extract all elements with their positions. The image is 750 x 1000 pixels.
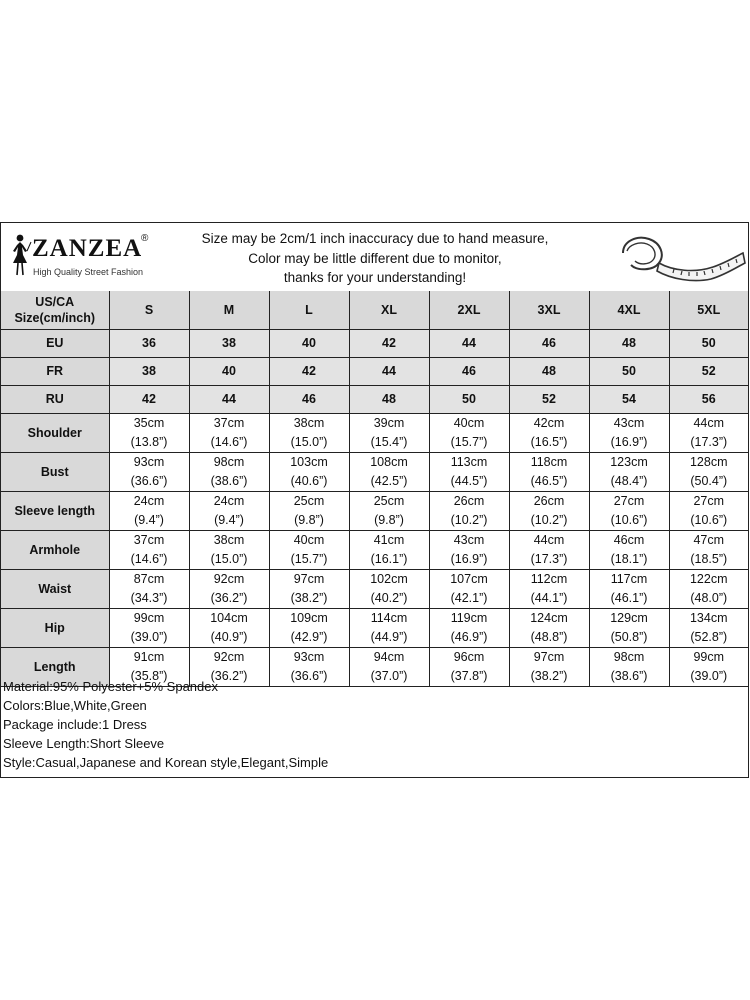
measurement-cell [189, 491, 269, 530]
measurement-cm: 128cm [689, 454, 728, 469]
measurement-cell [429, 569, 509, 608]
measurement-cell [589, 647, 669, 686]
measurement-cell [189, 452, 269, 491]
corner-label [1, 291, 109, 329]
measurement-inch: (16.5”) [530, 434, 568, 449]
measurement-cell [349, 608, 429, 647]
measurement-cell [109, 491, 189, 530]
measurement-cm: 42cm [533, 415, 565, 430]
measurement-cm: 99cm [133, 610, 165, 625]
measurement-cell [509, 491, 589, 530]
measurement-cm: 39cm [373, 415, 405, 430]
measurement-inch: (44.5”) [450, 473, 488, 488]
measurement-cell [509, 530, 589, 569]
measurement-cm: 96cm [453, 649, 485, 664]
conversion-value: 50 [669, 329, 748, 357]
measurement-cm: 119cm [450, 610, 488, 625]
measurement-cell [189, 530, 269, 569]
measurement-cm: 26cm [453, 493, 485, 508]
measurement-cm: 24cm [133, 493, 165, 508]
measurement-cm: 47cm [693, 532, 725, 547]
conversion-value: 46 [509, 329, 589, 357]
measurement-cell [189, 413, 269, 452]
measurement-cell [589, 608, 669, 647]
conversion-value: 38 [189, 329, 269, 357]
measurement-cm: 41cm [373, 532, 405, 547]
measurement-inch: (48.8”) [530, 629, 568, 644]
conversion-row [1, 385, 748, 413]
notice-line: Color may be little different due to monitor, [248, 250, 502, 266]
row-label: Waist [1, 569, 109, 608]
measurement-cell [109, 569, 189, 608]
measurement-inch: (9.8”) [294, 512, 324, 527]
spec-material: Material:95% Polyester+5% Spandex [3, 679, 218, 694]
measurement-cm: 114cm [370, 610, 408, 625]
conversion-value: 40 [189, 357, 269, 385]
row-label: RU [1, 385, 109, 413]
measurement-inch: (17.3”) [690, 434, 728, 449]
measurement-inch: (48.4”) [610, 473, 648, 488]
conversion-value: 42 [269, 357, 349, 385]
measurement-cell [669, 569, 748, 608]
conversion-value: 50 [589, 357, 669, 385]
measurement-inch: (48.0”) [690, 590, 728, 605]
measurement-inch: (15.4”) [370, 434, 408, 449]
conversion-value: 36 [109, 329, 189, 357]
measurement-cm: 38cm [293, 415, 325, 430]
measurement-inch: (9.8”) [374, 512, 404, 527]
measurement-cell [189, 569, 269, 608]
measurement-inch: (50.8”) [610, 629, 648, 644]
size-header-1: M [189, 291, 269, 329]
measurement-cm: 123cm [610, 454, 648, 469]
measurement-cm: 113cm [450, 454, 488, 469]
measurement-row [1, 452, 748, 491]
measurement-cm: 98cm [613, 649, 645, 664]
measurement-cm: 43cm [453, 532, 485, 547]
measurement-inch: (42.5”) [370, 473, 408, 488]
measurement-row [1, 413, 748, 452]
measurement-cell [109, 452, 189, 491]
measurement-inch: (52.8”) [690, 629, 728, 644]
measurement-cm: 91cm [133, 649, 165, 664]
measurement-inch: (13.8”) [130, 434, 168, 449]
measurement-inch: (36.6”) [130, 473, 168, 488]
measurement-inch: (38.2”) [530, 668, 568, 683]
measurement-cell [589, 530, 669, 569]
conversion-row [1, 329, 748, 357]
measurement-inch: (10.2”) [530, 512, 568, 527]
measurement-row [1, 491, 748, 530]
measurement-inch: (16.1”) [370, 551, 408, 566]
row-label: Armhole [1, 530, 109, 569]
measurement-cell [109, 608, 189, 647]
conversion-value: 46 [429, 357, 509, 385]
measurement-cell [189, 608, 269, 647]
measurement-inch: (9.4”) [214, 512, 244, 527]
measurement-cell [349, 413, 429, 452]
measurement-inch: (39.0”) [130, 629, 168, 644]
size-header-5: 3XL [509, 291, 589, 329]
conversion-value: 48 [349, 385, 429, 413]
measurement-cm: 103cm [290, 454, 328, 469]
measurement-inch: (42.1”) [450, 590, 488, 605]
size-header-row [1, 291, 748, 329]
conversion-value: 44 [429, 329, 509, 357]
measurement-cell [509, 647, 589, 686]
measurement-cell [109, 413, 189, 452]
brand-tagline: High Quality Street Fashion [33, 267, 144, 277]
conversion-value: 48 [589, 329, 669, 357]
size-header-0: S [109, 291, 189, 329]
measurement-inch: (36.6”) [290, 668, 328, 683]
measurement-cell [669, 530, 748, 569]
measurement-cm: 122cm [689, 571, 728, 586]
measurement-cell [349, 569, 429, 608]
measurement-inch: (46.5”) [530, 473, 568, 488]
measurement-inch: (46.1”) [610, 590, 648, 605]
measurement-cell [509, 569, 589, 608]
conversion-row [1, 357, 748, 385]
measurement-cell [269, 413, 349, 452]
measurement-row [1, 530, 748, 569]
product-specs [3, 677, 328, 772]
conversion-value: 40 [269, 329, 349, 357]
spec-colors: Colors:Blue,White,Green [3, 698, 147, 713]
measurement-cell [669, 413, 748, 452]
conversion-value: 46 [269, 385, 349, 413]
measurement-cell [669, 491, 748, 530]
measurement-cm: 94cm [373, 649, 405, 664]
measurement-cm: 99cm [693, 649, 725, 664]
measurement-inch: (39.0”) [690, 668, 728, 683]
spec-sleeve-length: Sleeve Length:Short Sleeve [3, 736, 165, 751]
measurement-inch: (15.0”) [210, 551, 248, 566]
size-chart-header [1, 223, 748, 292]
measurement-inch: (44.9”) [370, 629, 408, 644]
measurement-notice [196, 229, 554, 288]
notice-line: Size may be 2cm/1 inch inaccuracy due to hand measure, [201, 231, 549, 246]
measurement-inch: (18.5”) [690, 551, 728, 566]
conversion-value: 38 [109, 357, 189, 385]
measurement-cm: 25cm [373, 493, 405, 508]
measurement-inch: (46.9”) [450, 629, 488, 644]
row-label: EU [1, 329, 109, 357]
size-header-7: 5XL [669, 291, 748, 329]
measurement-cell [269, 608, 349, 647]
measurement-inch: (38.6”) [610, 668, 648, 683]
measurement-row [1, 569, 748, 608]
measurement-inch: (40.6”) [290, 473, 328, 488]
measurement-inch: (40.2”) [370, 590, 408, 605]
corner-label-line: Size(cm/inch) [14, 310, 96, 325]
measurement-inch: (37.0”) [370, 668, 408, 683]
registered-mark: ® [141, 233, 149, 244]
measurement-cm: 35cm [133, 415, 165, 430]
measurement-cm: 118cm [530, 454, 568, 469]
measurement-cm: 43cm [613, 415, 645, 430]
measurement-inch: (42.9”) [290, 629, 328, 644]
measurement-cell [269, 569, 349, 608]
measurement-cell [429, 413, 509, 452]
measurement-cell [669, 647, 748, 686]
measurement-inch: (36.2”) [210, 590, 248, 605]
measurement-cm: 27cm [613, 493, 645, 508]
measurement-cm: 98cm [213, 454, 245, 469]
measurement-inch: (10.6”) [610, 512, 648, 527]
measurement-inch: (10.2”) [450, 512, 488, 527]
spec-package: Package include:1 Dress [3, 717, 147, 732]
measurement-cm: 25cm [293, 493, 325, 508]
measurement-inch: (10.6”) [690, 512, 728, 527]
measurement-cell [589, 452, 669, 491]
measurement-inch: (16.9”) [610, 434, 648, 449]
measurement-inch: (37.8”) [450, 668, 488, 683]
measurement-cm: 107cm [450, 571, 488, 586]
measurement-cm: 40cm [453, 415, 485, 430]
measurement-inch: (38.6”) [210, 473, 248, 488]
measurement-row [1, 608, 748, 647]
measurement-cell [669, 452, 748, 491]
notice-line: thanks for your understanding! [283, 270, 467, 285]
measurement-cell [349, 647, 429, 686]
conversion-value: 52 [509, 385, 589, 413]
measurement-inch: (15.7”) [290, 551, 328, 566]
measurement-inch: (36.2”) [210, 668, 248, 683]
measurement-cell [669, 608, 748, 647]
size-header-2: L [269, 291, 349, 329]
measurement-inch: (16.9”) [450, 551, 488, 566]
measurement-cell [429, 530, 509, 569]
size-header-3: XL [349, 291, 429, 329]
conversion-value: 42 [349, 329, 429, 357]
measurement-cell [429, 608, 509, 647]
conversion-value: 54 [589, 385, 669, 413]
measurement-cm: 46cm [613, 532, 645, 547]
row-label: Shoulder [1, 413, 109, 452]
measurement-cm: 37cm [133, 532, 165, 547]
measurement-cell [349, 530, 429, 569]
measuring-tape-icon [613, 227, 747, 287]
measurement-inch: (15.0”) [290, 434, 328, 449]
measurement-cm: 134cm [689, 610, 728, 625]
conversion-value: 56 [669, 385, 748, 413]
measurement-cm: 124cm [530, 610, 568, 625]
measurement-inch: (44.1”) [530, 590, 568, 605]
spec-style: Style:Casual,Japanese and Korean style,Elegant,Simple [3, 755, 329, 770]
measurement-cm: 27cm [693, 493, 725, 508]
size-table [1, 291, 748, 687]
measurement-cm: 24cm [213, 493, 245, 508]
measurement-cm: 112cm [530, 571, 568, 586]
measurement-cm: 104cm [210, 610, 248, 625]
measurement-cm: 97cm [293, 571, 325, 586]
corner-label-line: US/CA [35, 294, 75, 309]
measurement-cm: 87cm [133, 571, 165, 586]
row-label: FR [1, 357, 109, 385]
measurement-cm: 92cm [213, 649, 245, 664]
measurement-cell [509, 608, 589, 647]
row-label: Length [1, 647, 109, 686]
row-label: Hip [1, 608, 109, 647]
row-label: Bust [1, 452, 109, 491]
measurement-inch: (18.1”) [610, 551, 648, 566]
measurement-inch: (17.3”) [530, 551, 568, 566]
measurement-cm: 117cm [610, 571, 648, 586]
brand-name: ZANZEA [32, 235, 143, 262]
conversion-value: 44 [189, 385, 269, 413]
measurement-cell [429, 491, 509, 530]
measurement-cm: 38cm [213, 532, 245, 547]
measurement-cell [589, 491, 669, 530]
measurement-inch: (14.6”) [210, 434, 248, 449]
measurement-cm: 108cm [370, 454, 408, 469]
brand-logo [5, 231, 165, 287]
conversion-value: 44 [349, 357, 429, 385]
measurement-cell [589, 569, 669, 608]
measurement-cm: 44cm [693, 415, 725, 430]
measurement-cm: 102cm [370, 571, 408, 586]
measurement-cm: 40cm [293, 532, 325, 547]
measurement-inch: (34.3”) [130, 590, 168, 605]
measurement-cm: 109cm [290, 610, 328, 625]
measurement-cell [269, 491, 349, 530]
measurement-cell [349, 452, 429, 491]
size-header-6: 4XL [589, 291, 669, 329]
measurement-cm: 37cm [213, 415, 245, 430]
measurement-cm: 92cm [213, 571, 245, 586]
measurement-cm: 26cm [533, 493, 565, 508]
measurement-cm: 97cm [533, 649, 565, 664]
conversion-value: 50 [429, 385, 509, 413]
measurement-cell [509, 452, 589, 491]
measurement-inch: (9.4”) [134, 512, 164, 527]
measurement-cell [429, 647, 509, 686]
measurement-cell [109, 530, 189, 569]
measurement-inch: (50.4”) [690, 473, 728, 488]
measurement-inch: (35.8”) [130, 668, 168, 683]
size-header-4: 2XL [429, 291, 509, 329]
size-chart-sheet [0, 222, 749, 778]
measurement-cell [589, 413, 669, 452]
measurement-inch: (40.9”) [210, 629, 248, 644]
measurement-cell [509, 413, 589, 452]
conversion-value: 52 [669, 357, 748, 385]
measurement-inch: (38.2”) [290, 590, 328, 605]
measurement-inch: (15.7”) [450, 434, 488, 449]
measurement-cm: 44cm [533, 532, 565, 547]
measurement-cell [269, 452, 349, 491]
measurement-cm: 93cm [293, 649, 325, 664]
woman-figure-icon [7, 233, 33, 277]
measurement-cm: 93cm [133, 454, 165, 469]
measurement-inch: (14.6”) [130, 551, 168, 566]
conversion-value: 48 [509, 357, 589, 385]
measurement-cm: 129cm [610, 610, 648, 625]
row-label: Sleeve length [1, 491, 109, 530]
conversion-value: 42 [109, 385, 189, 413]
measurement-cell [429, 452, 509, 491]
measurement-cell [269, 530, 349, 569]
measurement-cell [349, 491, 429, 530]
